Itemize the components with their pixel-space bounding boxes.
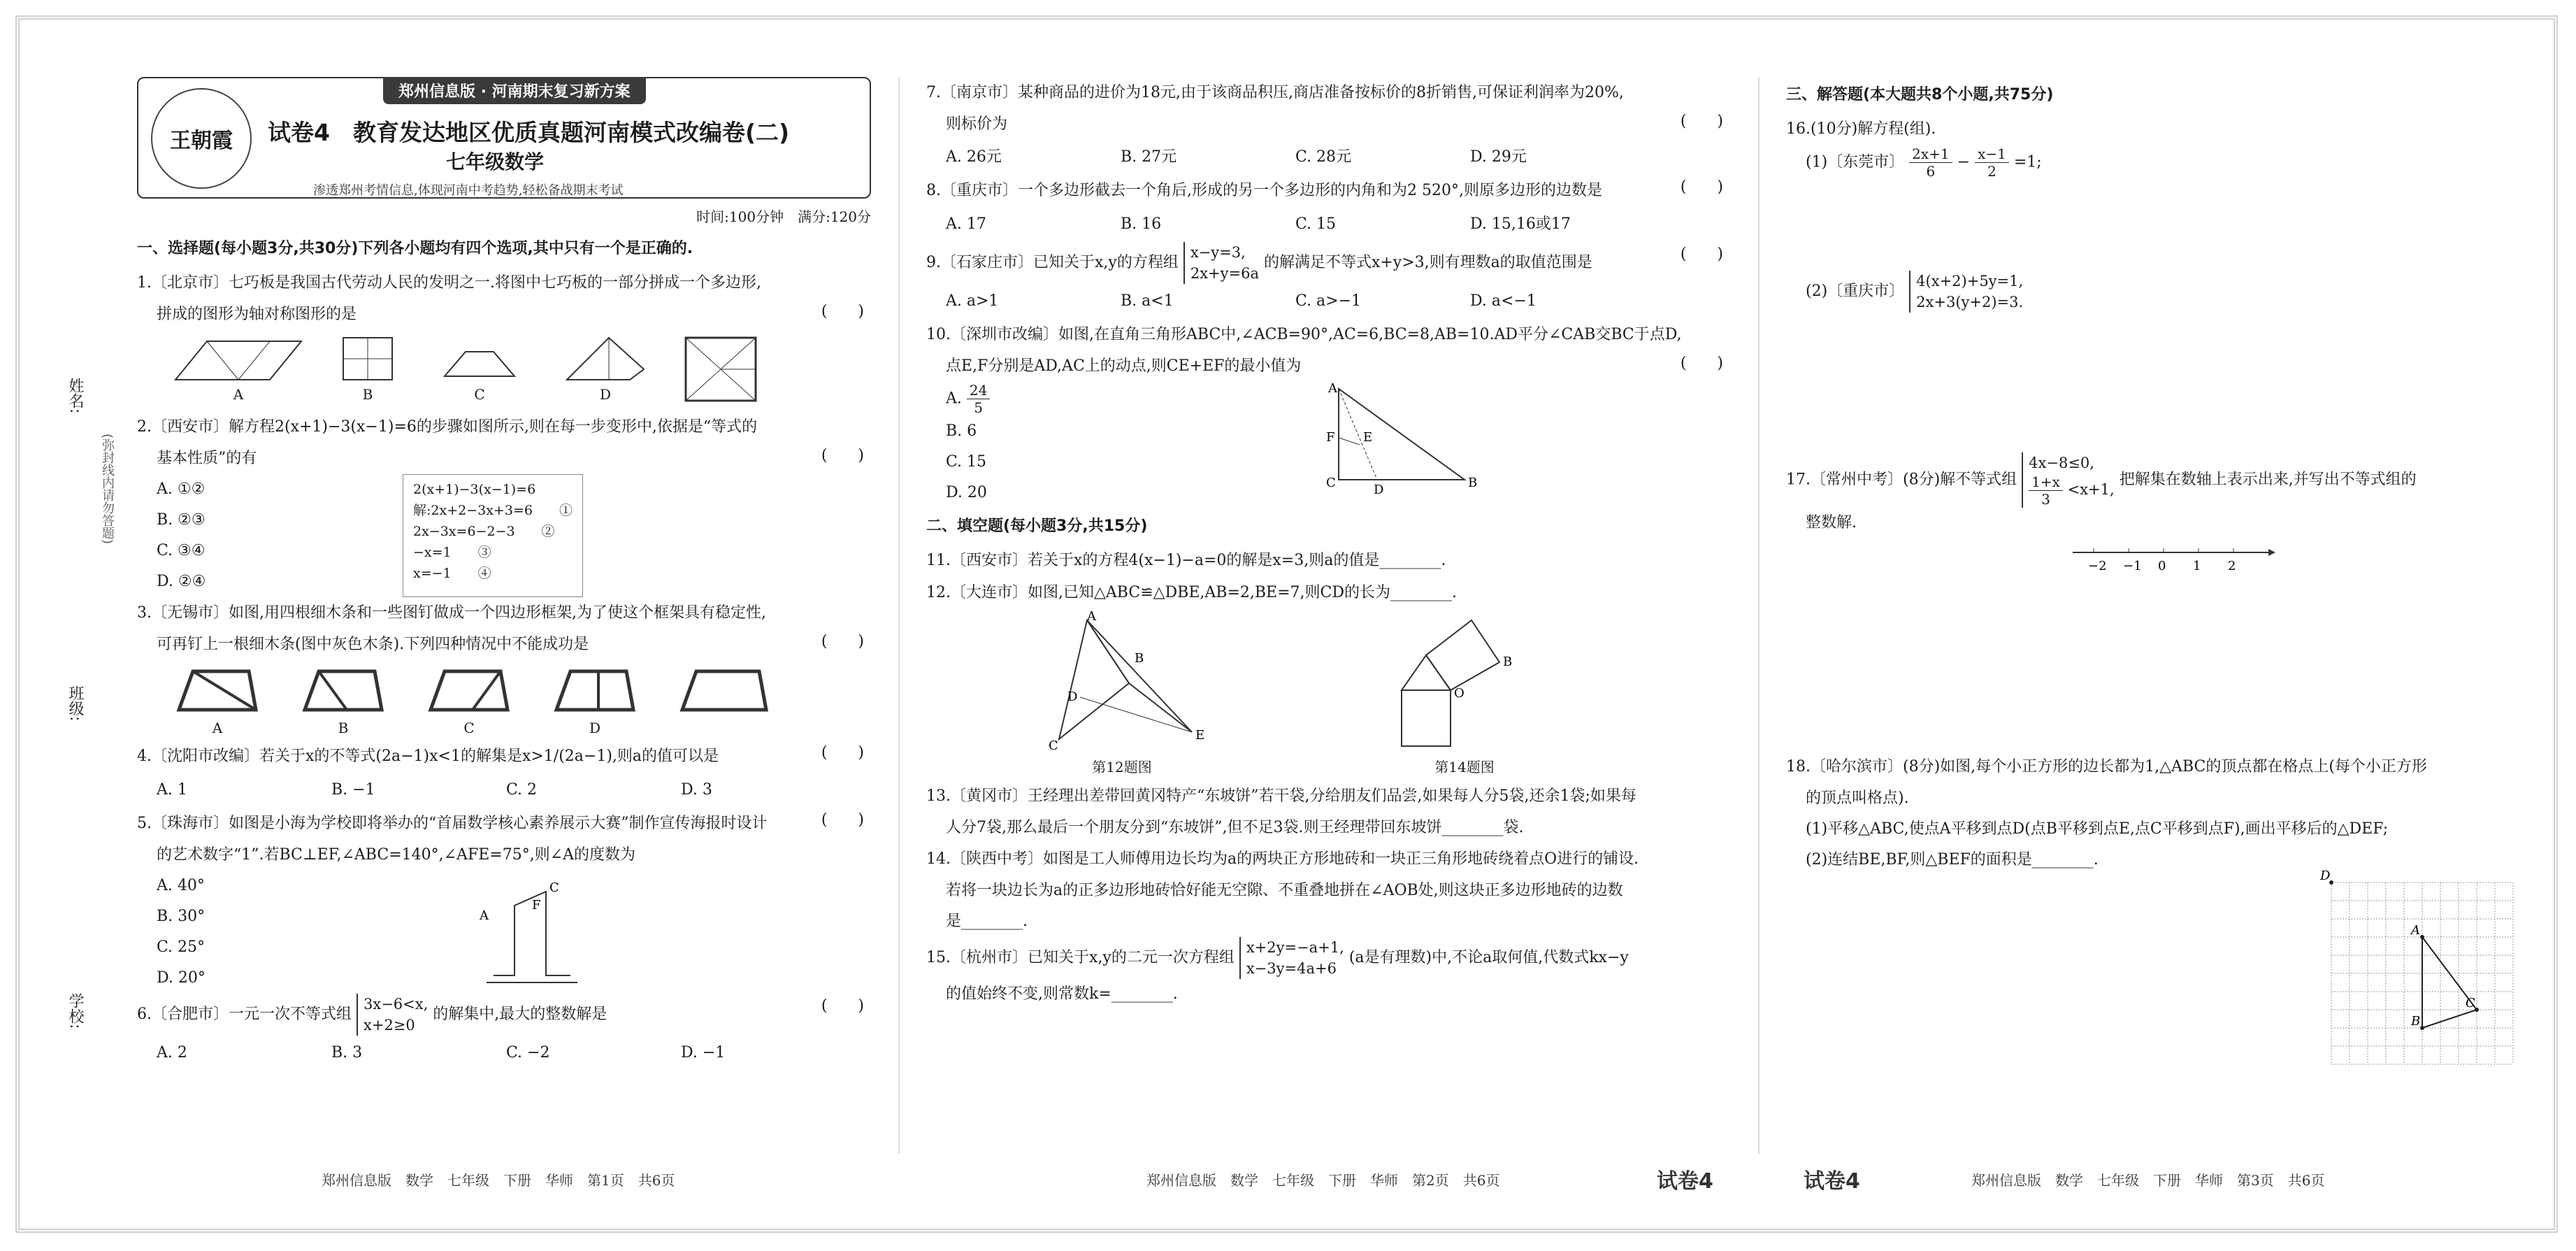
side-name-label: 姓名: <box>66 378 84 414</box>
option: B. 16 <box>1121 215 1162 233</box>
option: D. 29元 <box>1470 148 1527 166</box>
frame-original <box>675 664 773 717</box>
option: D. 15,16或17 <box>1470 215 1571 233</box>
side-class-label: 班级: <box>66 685 84 722</box>
question-text: 整数解. <box>1806 514 1857 531</box>
system-line: x+2y=−a+1, <box>1246 939 1344 956</box>
option: C. a>−1 <box>1295 292 1362 310</box>
equation-system <box>1909 271 2023 313</box>
question-text: 的艺术数字“1”.若BC⊥EF,∠ABC=140°,∠AFE=75°,则∠A的度数为 <box>157 846 636 864</box>
figure-tangram-square <box>682 334 759 404</box>
figure-numeral-one <box>473 871 584 989</box>
option: D. −1 <box>681 1044 726 1061</box>
question-text-suffix: 的解集中,最大的整数解是 <box>433 1006 607 1023</box>
question-3 <box>137 597 871 660</box>
equation-system <box>1239 937 1344 979</box>
option: C. 28元 <box>1295 148 1352 166</box>
figure-right-triangle <box>1318 382 1485 501</box>
question-text: 人分7袋,那么最后一个朋友分到“东坡饼”,但不足3袋.则王经理带回东坡饼________袋. <box>946 819 1524 836</box>
answer-bracket: ( ) <box>821 997 864 1015</box>
grid-figure <box>2320 868 2520 1071</box>
number-line-label: −2 <box>2088 559 2107 573</box>
options-row <box>137 1036 871 1071</box>
solution-steps-box <box>403 474 583 597</box>
question-text <box>926 242 1730 284</box>
figure-label: C <box>463 720 475 736</box>
inequality-system <box>357 994 428 1036</box>
option: C. 2 <box>506 781 538 799</box>
question-5 <box>137 808 871 994</box>
grid-point-label: A <box>2411 923 2420 938</box>
exam-slogan: 渗透郑州考情信息,体现河南中考趋势,轻松备战期末考试 <box>313 183 624 198</box>
question-text: 8.〔重庆市〕一个多边形截去一个角后,形成的另一个多边形的内角和为2 520°,则原多边形的边数是 <box>926 182 1602 199</box>
side-notice: (弥封线内请勿答题) <box>100 434 115 545</box>
numerator: 1+x <box>2029 473 2063 491</box>
question-text: 是________. <box>946 913 1028 930</box>
question-16-part-1: (1)〔东莞市〕 $\frac{2x+1}{6}$ − $\frac{x-1}{2}$ =1; <box>1806 145 2042 180</box>
question-text: 5.〔珠海市〕如图是小海为学校即将举办的“首届数学核心素养展示大赛”制作宣传海报时设计 <box>137 815 768 832</box>
frame-option-d <box>549 664 640 717</box>
answer-bracket: ( ) <box>821 811 864 829</box>
exam-header <box>137 77 871 199</box>
figure-label: D <box>589 720 601 736</box>
option: A. a>1 <box>946 292 999 310</box>
numerator: x−1 <box>1975 145 2009 163</box>
figure-label: C <box>474 386 485 403</box>
fraction <box>2029 473 2063 508</box>
frame-option-a <box>172 664 263 717</box>
options-row <box>926 140 1730 175</box>
question-text: 4.〔沈阳市改编〕若关于x的不等式(2a−1)x<1的解集是x>1/(2a−1),则a的值可以是 <box>137 748 719 765</box>
solution-step: x=−1 ④ <box>413 566 491 581</box>
figure-label: B <box>362 386 373 403</box>
question-text: 7.〔南京市〕某种商品的进价为18元,由于该商品积压,商店准备按标价的8折销售,可保证利润率为20%, <box>926 84 1624 101</box>
answer-bracket: ( ) <box>1680 178 1723 196</box>
question-text <box>137 994 871 1036</box>
system-line: x+2≥0 <box>364 1017 415 1034</box>
question-text-suffix: 把解集在数轴上表示出来,并写出不等式组的 <box>2119 471 2417 489</box>
figure-frames <box>137 664 871 736</box>
option: A. 26元 <box>946 148 1002 166</box>
svg-text:D: D <box>1067 689 1078 704</box>
fraction <box>1909 145 1952 180</box>
brand-logo: 王朝霞 <box>151 88 252 189</box>
footer-page-2: 郑州信息版 数学 七年级 下册 华师 第2页 共6页 <box>1146 1172 1500 1189</box>
svg-text:B: B <box>1503 655 1513 669</box>
number-line-label: −1 <box>2123 559 2142 573</box>
footer-exam-label: 试卷4 <box>1804 1169 1860 1194</box>
denominator: 2 <box>1987 163 1996 180</box>
figure-option-a <box>172 334 305 383</box>
grid-point-label: D <box>2320 868 2331 883</box>
option: C. 15 <box>946 453 987 471</box>
question-text-suffix: 的解满足不等式x+y>3,则有理数a的取值范围是 <box>1263 254 1592 271</box>
number-line-label: 2 <box>2228 559 2236 573</box>
figure-tangram <box>137 334 871 407</box>
solution-step: 2(x+1)−3(x−1)=6 <box>413 482 536 497</box>
option: C. 15 <box>1295 215 1337 233</box>
option: A. 40° <box>157 877 205 894</box>
numerator: 2x+1 <box>1909 145 1952 163</box>
question-4 <box>137 741 871 808</box>
option: B. 6 <box>946 422 977 440</box>
question-text: 若将一块边长为a的正多边形地砖恰好能无空隙、不重叠地拼在∠AOB处,则这块正多边形地砖的边数 <box>946 882 1623 899</box>
column-1 <box>137 77 871 1071</box>
answer-bracket: ( ) <box>821 447 864 464</box>
column-2 <box>926 77 1730 1010</box>
figure-14 <box>1395 613 1534 753</box>
figure-caption: 第12题图 <box>1092 759 1152 775</box>
question-text-suffix: (a是有理数)中,不论a取何值,代数式kx−y <box>1348 949 1629 966</box>
question-2 <box>137 411 871 597</box>
part-label: (1)〔东莞市〕 <box>1806 153 1905 171</box>
svg-text:E: E <box>1363 430 1373 445</box>
figure-label: A <box>233 386 244 403</box>
question-18: 18.〔哈尔滨市〕(8分)如图,每个小正方形的边长都为1,△ABC的顶点都在格点上(每个小正方形 <box>1786 758 2427 775</box>
option: A. 17 <box>946 215 986 233</box>
question-12: 12.〔大连市〕如图,已知△ABC≌△DBE,AB=2,BE=7,则CD的长为________. <box>926 584 1458 601</box>
option: D. 20° <box>157 969 206 987</box>
footer-page-3: 郑州信息版 数学 七年级 下册 华师 第3页 共6页 <box>1971 1172 2325 1189</box>
options-row <box>926 284 1730 319</box>
question-9 <box>926 242 1730 319</box>
question-text: 拼成的图形为轴对称图形的是 <box>157 306 357 323</box>
option: B. −1 <box>331 781 375 799</box>
svg-text:B: B <box>1468 476 1478 490</box>
question-8 <box>926 175 1730 242</box>
answer-bracket: ( ) <box>821 303 864 320</box>
option: C. ③④ <box>157 542 206 559</box>
inequality-system <box>2022 452 2115 508</box>
grid-point-label: C <box>2466 996 2475 1010</box>
frame-option-c <box>424 664 515 717</box>
figure-12 <box>1031 609 1213 753</box>
figure-option-b <box>340 334 396 383</box>
question-text-prefix: 15.〔杭州市〕已知关于x,y的二元一次方程组 <box>926 949 1235 966</box>
question-text-prefix: 6.〔合肥市〕一元一次不等式组 <box>137 1006 352 1023</box>
question-15 <box>926 937 1730 979</box>
question-text: (2)连结BE,BF,则△BEF的面积是________. <box>1806 851 2099 868</box>
frame-option-b <box>298 664 389 717</box>
options-row <box>926 207 1730 242</box>
question-6 <box>137 994 871 1071</box>
figures-12-14 <box>926 609 1730 776</box>
option: A. 2 <box>157 1044 187 1061</box>
option: D. a<−1 <box>1470 292 1537 310</box>
footer-page-1: 郑州信息版 数学 七年级 下册 华师 第1页 共6页 <box>322 1172 675 1189</box>
svg-text:F: F <box>1326 430 1335 445</box>
section-heading: 二、填空题(每小题3分,共15分) <box>926 517 1148 535</box>
answer-bracket: ( ) <box>1680 113 1723 130</box>
system-line: 4(x+2)+5y=1, <box>1916 273 2024 289</box>
svg-text:F: F <box>532 898 541 913</box>
question-16-part-2 <box>1786 271 2527 313</box>
answer-bracket: ( ) <box>821 744 864 762</box>
question-text: 1.〔北京市〕七巧板是我国古代劳动人民的发明之一.将图中七巧板的一部分拼成一个多边形, <box>137 274 761 292</box>
figure-option-d <box>563 334 647 383</box>
denominator: 5 <box>974 399 983 416</box>
svg-text:D: D <box>1374 482 1384 497</box>
question-17 <box>1786 452 2527 508</box>
number-line-label: 0 <box>2158 559 2166 573</box>
fraction <box>1975 145 2009 180</box>
number-line <box>2066 538 2275 580</box>
question-14: 14.〔陕西中考〕如图是工人师傅用边长均为a的两块正方形地砖和一块正三角形地砖绕着点O进行的铺设. <box>926 850 1639 868</box>
system-line: 2x+3(y+2)=3. <box>1916 294 2024 310</box>
option: D. 20 <box>946 484 987 501</box>
option: B. ②③ <box>157 511 206 529</box>
option: B. 30° <box>157 908 206 925</box>
question-7 <box>926 77 1730 175</box>
option <box>926 382 1318 416</box>
answer-bracket: ( ) <box>1680 355 1723 372</box>
grid-point <box>2420 1026 2424 1030</box>
figure-label: D <box>599 386 612 403</box>
svg-text:A: A <box>1087 609 1096 624</box>
footer-exam-label: 试卷4 <box>1657 1169 1713 1194</box>
header-banner: 郑州信息版 · 河南期末复习新方案 <box>383 77 646 104</box>
solution-step: 解:2x+2−3x+3=6 ① <box>413 503 573 518</box>
triangle-abc <box>2422 937 2477 1028</box>
equation-system <box>1183 242 1259 284</box>
figure-label: A <box>212 720 223 736</box>
question-text: 10.〔深圳市改编〕如图,在直角三角形ABC中,∠ACB=90°,AC=6,BC=8,AB=10.AD平分∠CAB交BC于点D, <box>926 326 1682 343</box>
column-divider <box>1758 77 1760 1154</box>
system-line: 4x−8≤0, <box>2029 455 2094 471</box>
exam-title: 试卷4 教育发达地区优质真题河南模式改编卷(二) <box>268 119 790 146</box>
option: C. −2 <box>506 1044 550 1061</box>
question-text-prefix: 9.〔石家庄市〕已知关于x,y的方程组 <box>926 254 1179 271</box>
figure-label: B <box>338 720 349 736</box>
option-letter: A. <box>946 389 962 408</box>
equation-rhs: =1; <box>2013 153 2042 171</box>
question-text: 基本性质”的有 <box>157 450 257 467</box>
question-text: 3.〔无锡市〕如图,用四根细木条和一些图钉做成一个四边形框架,为了使这个框架具有稳定性, <box>137 604 766 622</box>
question-10 <box>926 319 1730 508</box>
question-text: 可再钉上一根细木条(图中灰色木条).下列四种情况中不能成功是 <box>157 636 589 653</box>
figure-caption: 第14题图 <box>1434 759 1495 775</box>
section-heading: 一、选择题(每小题3分,共30分)下列各小题均有四个选项,其中只有一个是正确的. <box>137 240 693 257</box>
grid-point <box>2420 935 2424 939</box>
question-text-prefix: 17.〔常州中考〕(8分)解不等式组 <box>1786 471 2017 489</box>
question-13: 13.〔黄冈市〕王经理出差带回黄冈特产“东坡饼”若干袋,分给朋友们品尝,如果每人分5袋,还余1袋;如果每 <box>926 787 1636 805</box>
system-line: x−3y=4a+6 <box>1246 960 1337 977</box>
svg-text:C: C <box>1049 738 1058 753</box>
option: B. 27元 <box>1121 148 1177 166</box>
question-11: 11.〔西安市〕若关于x的方程4(x−1)−a=0的解是x=3,则a的值是________. <box>926 552 1446 569</box>
question-text: 的值始终不变,则常数k=________. <box>946 985 1178 1003</box>
question-text: 则标价为 <box>946 115 1008 133</box>
solution-step: 2x−3x=6−2−3 ② <box>413 524 555 539</box>
solution-step: −x=1 ③ <box>413 545 491 560</box>
system-line: <x+1, <box>2067 481 2115 498</box>
number-line-label: 1 <box>2193 559 2201 573</box>
option: B. 3 <box>331 1044 363 1061</box>
option: D. 3 <box>681 781 712 799</box>
part-label: (2)〔重庆市〕 <box>1806 283 1905 300</box>
column-divider <box>898 77 900 1154</box>
question-text: 点E,F分别是AD,AC上的动点,则CE+EF的最小值为 <box>946 357 1302 375</box>
column-3 <box>1786 77 2527 1074</box>
grid-point <box>2475 1008 2479 1012</box>
question-text: 2.〔西安市〕解方程2(x+1)−3(x−1)=6的步骤如图所示,则在每一步变形中,依据是“等式的 <box>137 418 758 436</box>
question-text: 的顶点叫格点). <box>1806 789 1909 807</box>
svg-text:A: A <box>480 908 489 923</box>
svg-text:E: E <box>1195 728 1205 743</box>
denominator: 3 <box>2041 491 2050 508</box>
svg-text:O: O <box>1454 686 1465 701</box>
answer-bracket: ( ) <box>821 633 864 650</box>
system-line: x−y=3, <box>1190 244 1246 261</box>
question-1 <box>137 267 871 330</box>
svg-text:C: C <box>1326 476 1336 490</box>
section-heading: 三、解答题(本大题共8个小题,共75分) <box>1786 86 2054 103</box>
option: D. ②④ <box>157 573 206 590</box>
figure-option-c <box>431 334 528 383</box>
fraction <box>967 382 990 416</box>
exam-subtitle: 七年级数学 <box>446 150 545 173</box>
question-16: 16.(10分)解方程(组). <box>1786 120 1936 138</box>
option: A. ①② <box>157 480 206 498</box>
numerator: 24 <box>967 382 990 399</box>
denominator: 6 <box>1926 163 1936 180</box>
option: B. a<1 <box>1121 292 1174 310</box>
svg-text:A: A <box>1328 381 1337 396</box>
options-row <box>137 773 871 808</box>
svg-text:C: C <box>549 880 559 895</box>
system-line: 2x+y=6a <box>1190 265 1259 282</box>
option: A. 1 <box>157 781 187 799</box>
grid-point-label: B <box>2411 1014 2421 1029</box>
exam-meta: 时间:100分钟 满分:120分 <box>696 208 871 225</box>
svg-text:B: B <box>1135 651 1144 666</box>
option: C. 25° <box>157 938 206 956</box>
answer-bracket: ( ) <box>1680 245 1723 263</box>
side-school-label: 学校: <box>66 993 84 1029</box>
system-line: 3x−6<x, <box>364 996 429 1013</box>
question-text: (1)平移△ABC,使点A平移到点D(点B平移到点E,点C平移到点F),画出平移后的△DEF; <box>1806 820 2389 838</box>
